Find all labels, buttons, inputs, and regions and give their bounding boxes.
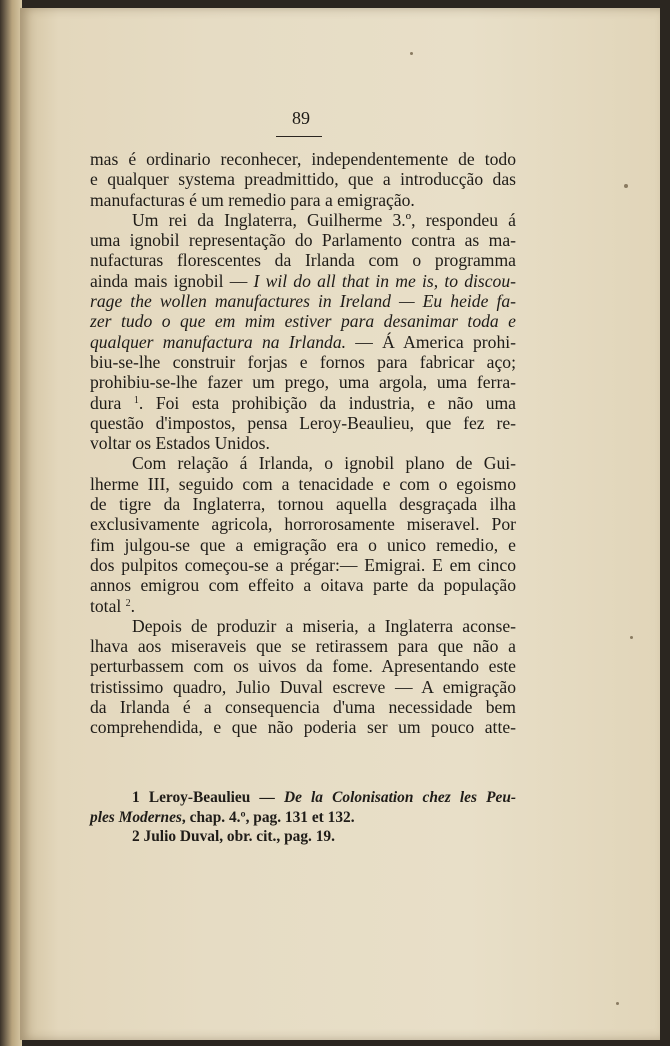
body-line bbox=[90, 332, 516, 352]
body-line: mas é ordinario reconhecer, independentemente de todo bbox=[90, 149, 516, 169]
text-run: . Foi esta prohibição da industria, e não uma bbox=[138, 392, 516, 413]
text-run: total bbox=[90, 595, 126, 616]
body-line: de tigre da Inglaterra, tornou aquella desgraçada ilha bbox=[90, 494, 516, 515]
text-run: rage the wollen manufactures in Ireland — Eu heide fa- bbox=[90, 291, 516, 312]
body-line bbox=[90, 596, 516, 616]
footnote-marker: 1 bbox=[133, 394, 139, 406]
body-line: manufacturas é um remedio para a emigração. bbox=[90, 189, 415, 210]
body-line: biu-se-lhe construir forjas e fornos para fabricar aço; bbox=[90, 351, 516, 372]
text-run: ainda mais ignobil — bbox=[90, 270, 254, 291]
body-line: annos emigrou com effeito a oitava parte da população bbox=[90, 575, 516, 596]
paper-speck bbox=[616, 1002, 619, 1005]
body-line: comprehendida, e que não poderia ser um pouco atte- bbox=[90, 717, 516, 738]
body-line: uma ignobil representação do Parlamento contra as ma- bbox=[90, 230, 516, 251]
text-run: , chap. 4.º, pag. 131 et 132. bbox=[181, 808, 355, 826]
header-rule bbox=[276, 136, 322, 137]
book-page bbox=[20, 8, 660, 1040]
body-line: Depois de produzir a miseria, a Inglaterra aconse- bbox=[132, 615, 516, 636]
footnote-line bbox=[90, 808, 516, 828]
text-run: zer tudo o que em mim estiver para desanimar toda e bbox=[90, 311, 516, 332]
body-text bbox=[90, 149, 516, 738]
footnotes bbox=[90, 788, 516, 847]
paper-speck bbox=[630, 636, 633, 639]
body-line: lhava aos miseraveis que se retirassem para que não a bbox=[90, 636, 516, 657]
paper-speck bbox=[410, 52, 413, 55]
footnote-line: 2 Julio Duval, obr. cit., pag. 19. bbox=[132, 828, 335, 845]
body-line: tristissimo quadro, Julio Duval escreve — A emigração bbox=[90, 676, 516, 697]
text-run: . bbox=[130, 595, 136, 616]
body-line: lherme III, seguido com a tenacidade e com o egoismo bbox=[90, 473, 516, 494]
body-line bbox=[90, 271, 516, 291]
body-line: Com relação á Irlanda, o ignobil plano de Gui- bbox=[132, 453, 516, 474]
body-line: fim julgou-se que a emigração era o unico remedio, e bbox=[90, 534, 516, 555]
body-line: nufacturas florescentes da Irlanda com o programma bbox=[90, 250, 516, 271]
footnote-marker: 2 bbox=[125, 597, 131, 609]
text-run: qualquer manufactura na Irlanda. bbox=[90, 331, 347, 352]
body-line: exclusivamente agricola, horrorosamente miseravel. Por bbox=[90, 514, 516, 535]
text-run: dura bbox=[90, 392, 134, 413]
text-run: — Á America prohi- bbox=[346, 331, 516, 352]
body-line: Um rei da Inglaterra, Guilherme 3.º, respondeu á bbox=[132, 209, 516, 230]
body-line: voltar os Estados Unidos. bbox=[90, 433, 270, 454]
body-line: perturbassem com os uivos da fome. Apresentando este bbox=[90, 656, 516, 677]
body-line bbox=[90, 311, 516, 331]
book-spine-shadow bbox=[0, 0, 22, 1046]
text-run: 1 Leroy-Beaulieu — bbox=[132, 789, 284, 806]
body-line: e qualquer systema preadmittido, que a introducção das bbox=[90, 169, 516, 190]
footnote-line bbox=[90, 788, 516, 808]
text-run: ples Modernes bbox=[90, 808, 182, 826]
text-run: De la Colonisation chez les Peu- bbox=[283, 789, 517, 806]
text-run: I wil do all that in me is, to discou- bbox=[253, 270, 516, 291]
body-line: prohibiu-se-lhe fazer um prego, uma argola, uma ferra- bbox=[90, 372, 516, 393]
paper-speck bbox=[624, 184, 628, 188]
body-line bbox=[90, 291, 516, 311]
body-line: da Irlanda é a consequencia d'uma necessidade bem bbox=[90, 697, 516, 718]
body-line bbox=[90, 393, 516, 413]
page-number: 89 bbox=[292, 108, 310, 128]
body-line: questão d'impostos, pensa Leroy-Beaulieu, que fez re- bbox=[90, 412, 516, 433]
body-line: dos pulpitos começou-se a prégar:— Emigrai. E em cinco bbox=[90, 554, 516, 575]
